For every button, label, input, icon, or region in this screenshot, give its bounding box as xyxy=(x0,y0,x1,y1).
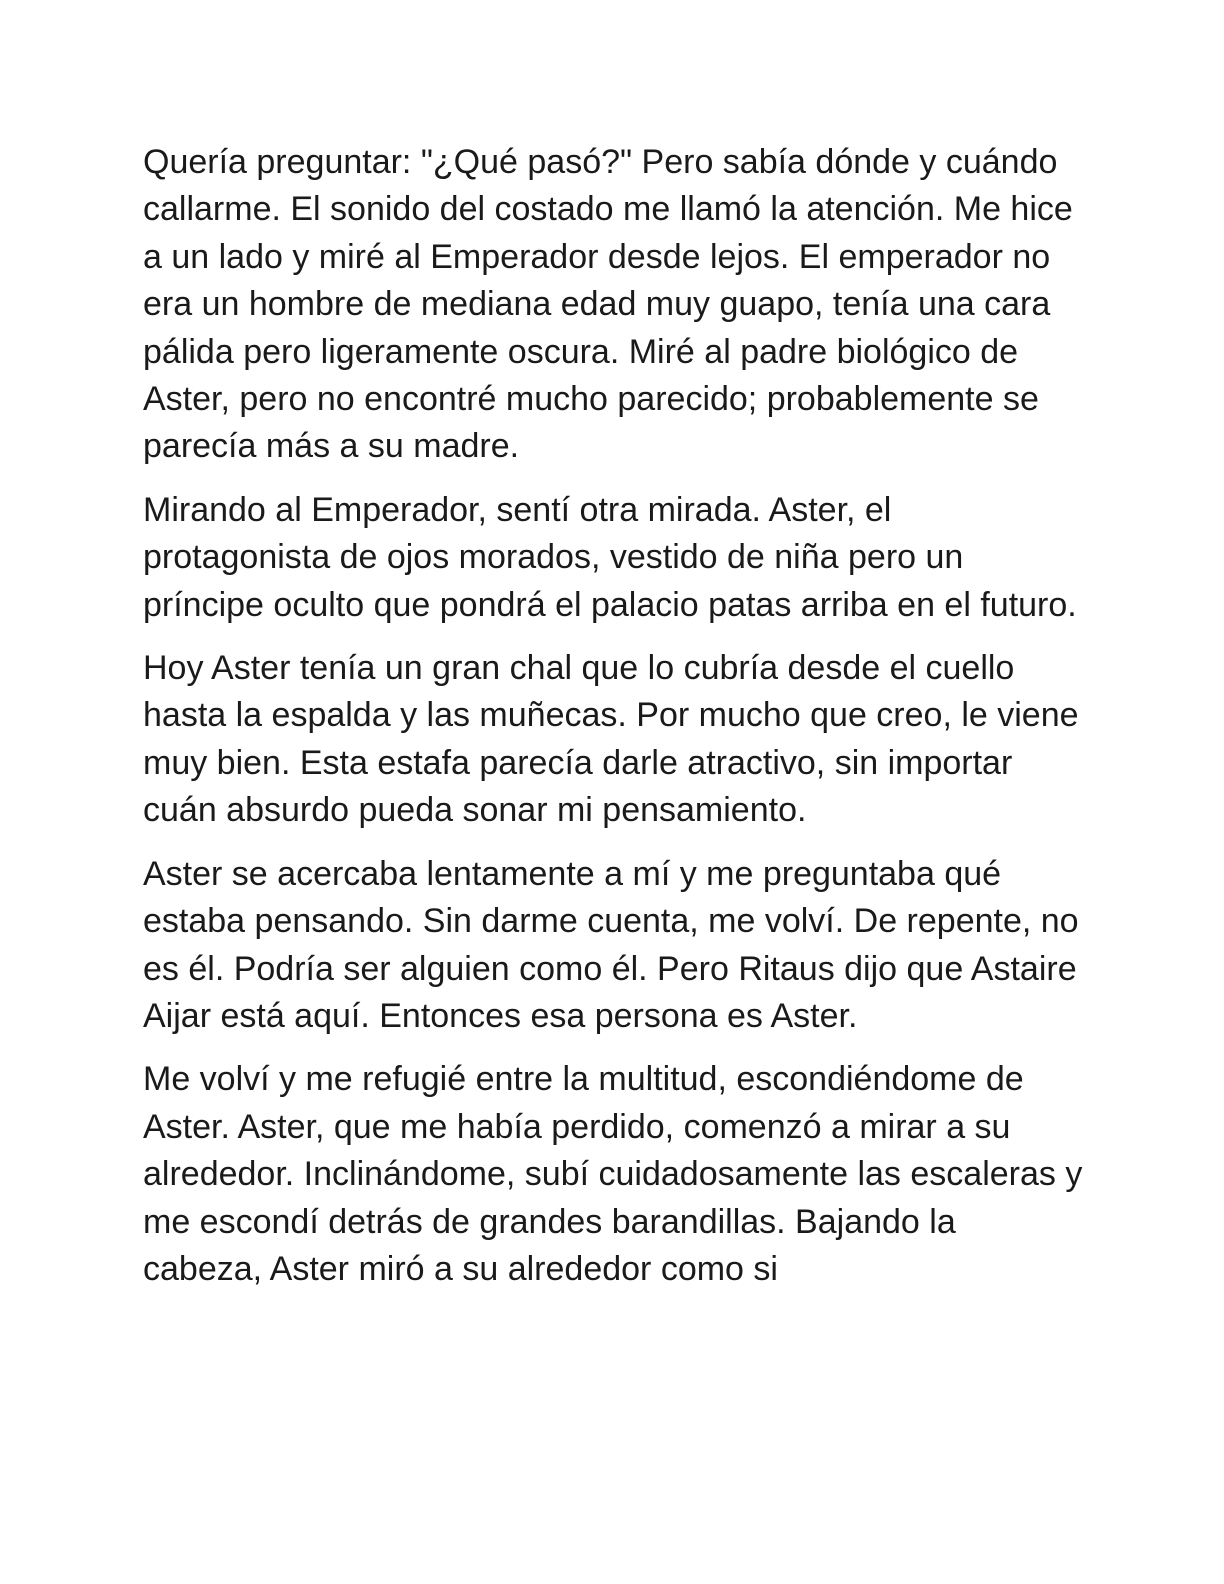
paragraph-2: Mirando al Emperador, sentí otra mirada. Aster, el protagonista de ojos morados, vestido de niña pero un príncipe oculto que pondrá el palacio patas arriba en el futuro. xyxy=(143,490,1077,624)
document-page xyxy=(143,139,1083,1309)
paragraph-1: Quería preguntar: "¿Qué pasó?" Pero sabía dónde y cuándo callarme. El sonido del costado me llamó la atención. Me hice a un lado y miré al Emperador desde lejos. El emperador no era un hombre de mediana edad muy guapo, tenía una cara pálida pero ligeramente oscura. Miré al padre biológico de Aster, pero no encontré mucho parecido; probablemente se parecía más a su madre. xyxy=(143,143,1073,466)
paragraph-3: Hoy Aster tenía un gran chal que lo cubría desde el cuello hasta la espalda y las muñecas. Por mucho que creo, le viene muy bien. Esta estafa parecía darle atractivo, sin importar cuán absurdo pueda sonar mi pensamiento. xyxy=(143,649,1079,830)
paragraph-5: Me volví y me refugié entre la multitud, escondiéndome de Aster. Aster, que me había perdido, comenzó a mirar a su alrededor. Inclinándome, subí cuidadosamente las escaleras y me escondí detrás de grandes barandillas. Bajando la cabeza, Aster miró a su alrededor como si xyxy=(143,1060,1083,1288)
paragraph-4: Aster se acercaba lentamente a mí y me preguntaba qué estaba pensando. Sin darme cuenta, me volví. De repente, no es él. Podría ser alguien como él. Pero Ritaus dijo que Astaire Aijar está aquí. Entonces esa persona es Aster. xyxy=(143,854,1079,1035)
